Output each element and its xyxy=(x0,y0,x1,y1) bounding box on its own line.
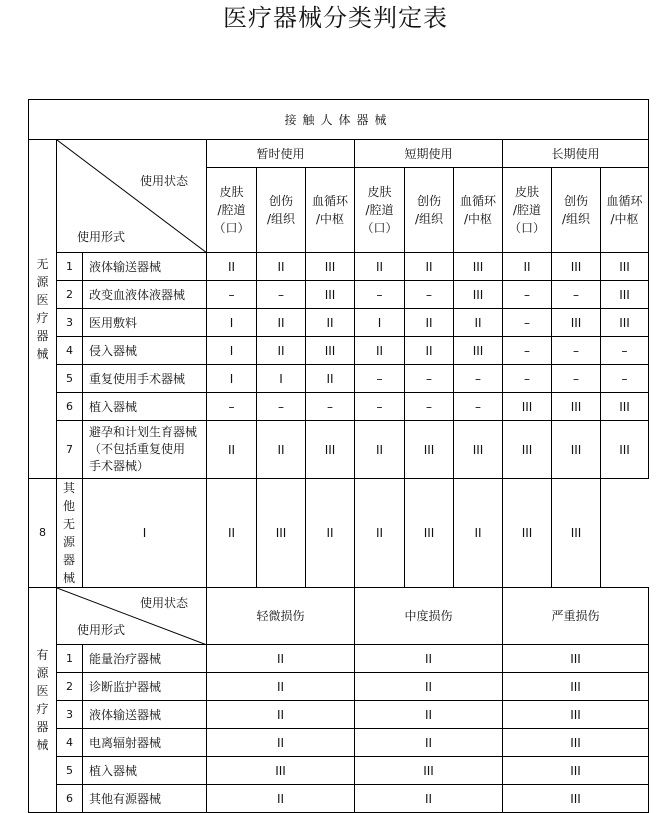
class-cell: – xyxy=(405,393,454,421)
table-row xyxy=(29,757,649,785)
device-name: 诊断监护器械 xyxy=(83,673,207,701)
class-cell: II xyxy=(306,309,355,337)
row-number: 6 xyxy=(57,785,83,813)
duration-header-row xyxy=(29,140,649,168)
class-cell: – xyxy=(454,393,503,421)
contact-header: 接触人体器械 xyxy=(29,100,649,140)
usage-state-label: 使用状态 xyxy=(139,596,188,610)
severity-header: 轻微损伤 xyxy=(207,588,355,645)
contact-type-header: 皮肤 /腔道 （口） xyxy=(355,168,405,253)
class-cell: III xyxy=(601,309,649,337)
table-row xyxy=(29,337,649,365)
class-cell: – xyxy=(355,365,405,393)
class-cell: II xyxy=(257,309,306,337)
class-cell: – xyxy=(552,337,601,365)
class-cell: III xyxy=(454,337,503,365)
class-cell: II xyxy=(355,673,503,701)
table-row xyxy=(29,645,649,673)
class-cell: III xyxy=(306,281,355,309)
class-cell: I xyxy=(207,309,257,337)
row-number: 3 xyxy=(57,701,83,729)
class-cell: III xyxy=(355,757,503,785)
class-cell: – xyxy=(405,281,454,309)
class-cell: III xyxy=(503,479,552,588)
class-cell: III xyxy=(454,421,503,479)
class-cell: III xyxy=(405,479,454,588)
class-cell: II xyxy=(355,421,405,479)
contact-type-header: 创伤 /组织 xyxy=(405,168,454,253)
class-cell: III xyxy=(601,393,649,421)
class-cell: III xyxy=(503,421,552,479)
class-cell: III xyxy=(552,479,601,588)
duration-header: 暂时使用 xyxy=(207,140,355,168)
class-cell: – xyxy=(503,281,552,309)
class-cell: II xyxy=(207,479,257,588)
row-number: 8 xyxy=(29,479,57,588)
contact-type-header: 创伤 /组织 xyxy=(257,168,306,253)
class-cell: – xyxy=(503,309,552,337)
class-cell: II xyxy=(207,785,355,813)
class-cell: III xyxy=(601,253,649,281)
row-number: 4 xyxy=(57,337,83,365)
device-name: 植入器械 xyxy=(83,393,207,421)
severity-header-row xyxy=(29,588,649,645)
table-row xyxy=(29,785,649,813)
device-name: 电离辐射器械 xyxy=(83,729,207,757)
class-cell: I xyxy=(83,479,207,588)
device-name: 其他无源器械 xyxy=(57,479,83,588)
usage-form-label: 使用形式 xyxy=(77,623,126,637)
row-number: 7 xyxy=(57,421,83,479)
class-cell: I xyxy=(207,365,257,393)
severity-header: 中度损伤 xyxy=(355,588,503,645)
class-cell: III xyxy=(552,309,601,337)
row-number: 6 xyxy=(57,393,83,421)
diagonal-header-active xyxy=(57,588,207,645)
class-cell: II xyxy=(306,365,355,393)
class-cell: III xyxy=(503,757,649,785)
contact-type-header: 血循环 /中枢 xyxy=(454,168,503,253)
class-cell: – xyxy=(405,365,454,393)
class-cell: II xyxy=(355,645,503,673)
device-name: 液体输送器械 xyxy=(83,701,207,729)
class-cell: II xyxy=(355,729,503,757)
passive-device-label: 无 源 医 疗 器 械 xyxy=(29,140,57,479)
class-cell: III xyxy=(552,421,601,479)
class-cell: III xyxy=(601,421,649,479)
contact-type-header: 血循环 /中枢 xyxy=(306,168,355,253)
device-name: 医用敷料 xyxy=(83,309,207,337)
class-cell: II xyxy=(355,785,503,813)
diagonal-header-passive xyxy=(57,140,207,253)
table-row xyxy=(29,479,649,588)
device-name: 重复使用手术器械 xyxy=(83,365,207,393)
device-name: 避孕和计划生育器械 （不包括重复使用 手术器械） xyxy=(83,421,207,479)
class-cell: II xyxy=(257,421,306,479)
device-name: 侵入器械 xyxy=(83,337,207,365)
class-cell: III xyxy=(552,393,601,421)
class-cell: II xyxy=(454,309,503,337)
class-cell: II xyxy=(355,701,503,729)
class-cell: II xyxy=(207,645,355,673)
table-row xyxy=(29,701,649,729)
device-name: 植入器械 xyxy=(83,757,207,785)
class-cell: II xyxy=(257,253,306,281)
row-number: 2 xyxy=(57,673,83,701)
class-cell: II xyxy=(207,421,257,479)
table-row xyxy=(29,281,649,309)
row-number: 4 xyxy=(57,729,83,757)
class-cell: III xyxy=(552,253,601,281)
class-cell: III xyxy=(503,645,649,673)
class-cell: – xyxy=(257,281,306,309)
class-cell: II xyxy=(207,701,355,729)
class-cell: – xyxy=(552,365,601,393)
row-number: 2 xyxy=(57,281,83,309)
contact-type-header: 皮肤 /腔道 （口） xyxy=(503,168,552,253)
table-row xyxy=(29,309,649,337)
contact-header-row xyxy=(29,100,649,140)
class-cell: II xyxy=(355,479,405,588)
class-cell: III xyxy=(454,281,503,309)
severity-header: 严重损伤 xyxy=(503,588,649,645)
row-number: 3 xyxy=(57,309,83,337)
table-row xyxy=(29,421,649,479)
row-number: 1 xyxy=(57,645,83,673)
contact-type-header: 血循环 /中枢 xyxy=(601,168,649,253)
table-row xyxy=(29,729,649,757)
table-row xyxy=(29,673,649,701)
class-cell: III xyxy=(257,479,306,588)
row-number: 5 xyxy=(57,365,83,393)
class-cell: – xyxy=(207,281,257,309)
table-row xyxy=(29,393,649,421)
class-cell: – xyxy=(601,365,649,393)
class-cell: II xyxy=(405,337,454,365)
usage-form-label: 使用形式 xyxy=(77,230,126,244)
class-cell: III xyxy=(503,729,649,757)
active-device-label: 有 源 医 疗 器 械 xyxy=(29,588,57,813)
class-cell: II xyxy=(405,253,454,281)
class-cell: III xyxy=(454,253,503,281)
class-cell: – xyxy=(306,393,355,421)
class-cell: III xyxy=(503,701,649,729)
class-cell: II xyxy=(207,673,355,701)
row-number: 1 xyxy=(57,253,83,281)
table-row xyxy=(29,365,649,393)
class-cell: – xyxy=(257,393,306,421)
page-title: 医疗器械分类判定表 xyxy=(223,4,448,32)
class-cell: I xyxy=(355,309,405,337)
class-cell: – xyxy=(503,365,552,393)
class-cell: I xyxy=(257,365,306,393)
class-cell: – xyxy=(601,337,649,365)
class-cell: III xyxy=(405,421,454,479)
device-name: 其他有源器械 xyxy=(83,785,207,813)
class-cell: II xyxy=(503,253,552,281)
class-cell: II xyxy=(207,253,257,281)
class-cell: – xyxy=(552,281,601,309)
class-cell: II xyxy=(207,729,355,757)
classification-table xyxy=(28,99,649,813)
device-name: 能量治疗器械 xyxy=(83,645,207,673)
class-cell: I xyxy=(207,337,257,365)
class-cell: III xyxy=(306,253,355,281)
contact-type-header: 皮肤 /腔道 （口） xyxy=(207,168,257,253)
class-cell: – xyxy=(355,281,405,309)
duration-header: 短期使用 xyxy=(355,140,503,168)
class-cell: – xyxy=(454,365,503,393)
class-cell: III xyxy=(601,281,649,309)
duration-header: 长期使用 xyxy=(503,140,649,168)
class-cell: – xyxy=(355,393,405,421)
row-number: 5 xyxy=(57,757,83,785)
table-row xyxy=(29,253,649,281)
class-cell: II xyxy=(257,337,306,365)
class-cell: II xyxy=(355,337,405,365)
device-name: 改变血液体液器械 xyxy=(83,281,207,309)
contact-type-header: 创伤 /组织 xyxy=(552,168,601,253)
class-cell: II xyxy=(405,309,454,337)
class-cell: III xyxy=(207,757,355,785)
class-cell: II xyxy=(306,479,355,588)
class-cell: II xyxy=(355,253,405,281)
device-name: 液体输送器械 xyxy=(83,253,207,281)
class-cell: II xyxy=(454,479,503,588)
class-cell: – xyxy=(503,337,552,365)
class-cell: III xyxy=(503,393,552,421)
class-cell: – xyxy=(207,393,257,421)
class-cell: III xyxy=(503,673,649,701)
usage-state-label: 使用状态 xyxy=(139,174,188,188)
class-cell: III xyxy=(503,785,649,813)
class-cell: III xyxy=(306,337,355,365)
class-cell: III xyxy=(306,421,355,479)
